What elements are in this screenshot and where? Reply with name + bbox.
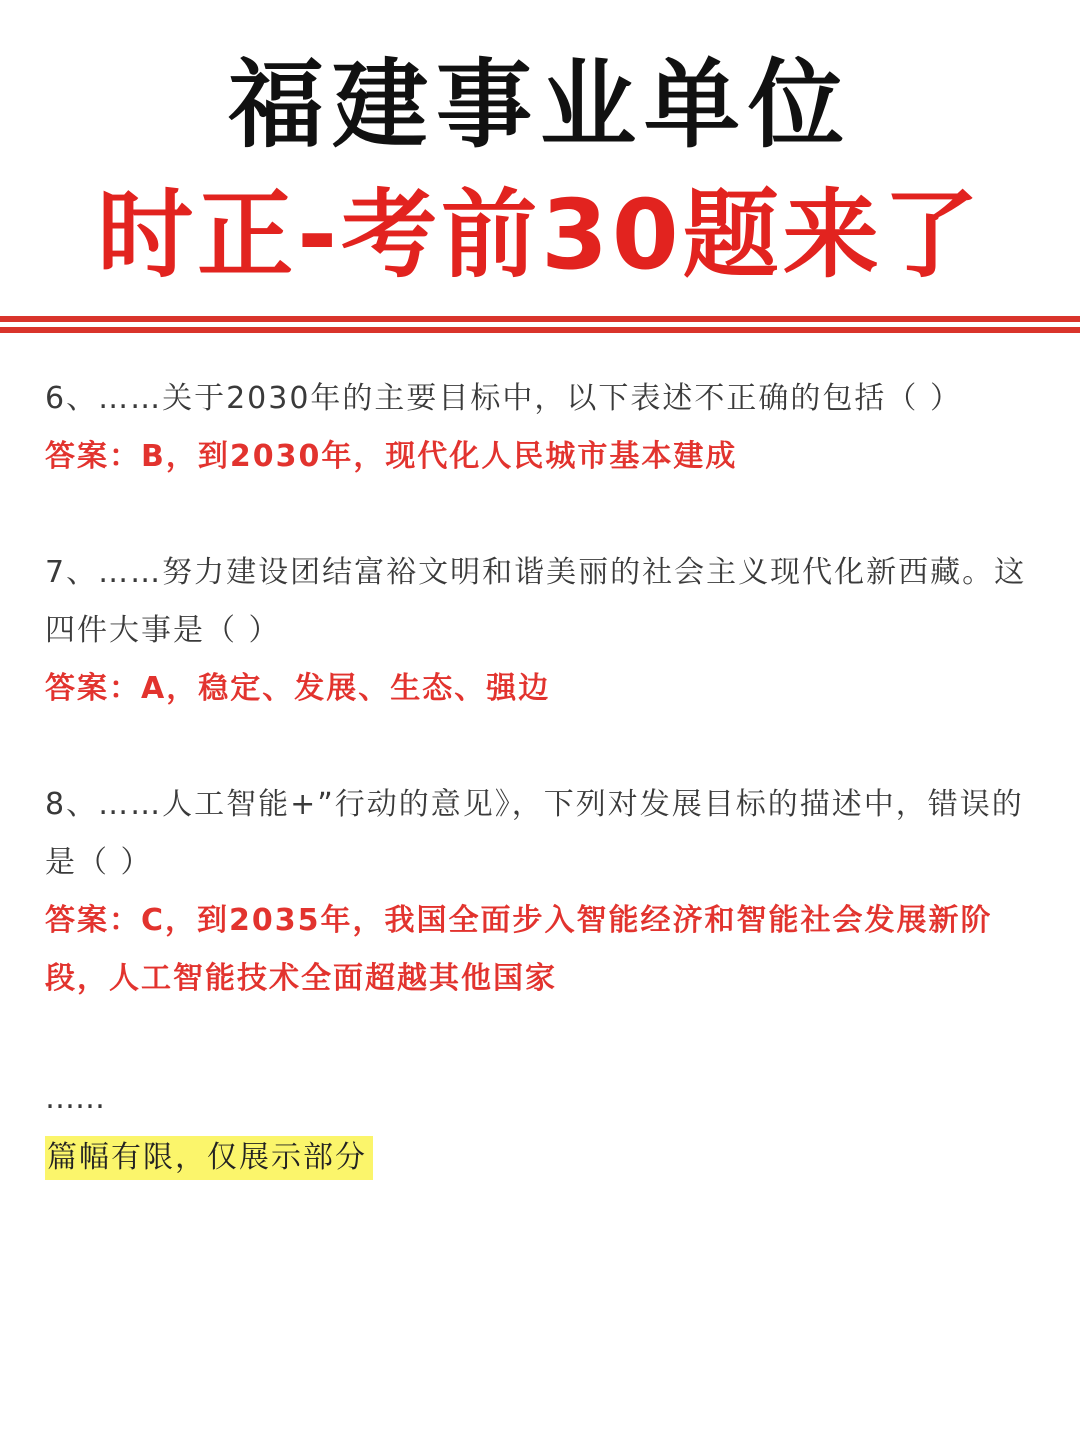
question-text: 8、……人工智能+”行动的意见》，下列对发展目标的描述中，错误的是（ ） <box>45 787 1024 880</box>
header-divider-top <box>0 316 1080 322</box>
header <box>0 0 1080 320</box>
page-subtitle: 时正-考前30题来了 <box>97 179 983 291</box>
page-title: 福建事业单位 <box>228 49 852 161</box>
answer-text: 答案：C，到2035年，我国全面步入智能经济和智能社会发展新阶段，人工智能技术全面超越其他国家 <box>45 903 993 996</box>
question-item-8 <box>45 776 1045 1008</box>
question-item-6 <box>45 370 1045 486</box>
question-list <box>45 370 1045 1180</box>
more-ellipsis: …… <box>45 1081 105 1116</box>
question-text: 7、……努力建设团结富裕文明和谐美丽的社会主义现代化新西藏。这四件大事是（ ） <box>45 555 1027 648</box>
answer-text: 答案：B，到2030年，现代化人民城市基本建成 <box>45 439 738 474</box>
header-divider-bottom <box>0 327 1080 333</box>
highlight-note: 篇幅有限，仅展示部分 <box>45 1136 373 1180</box>
answer-text: 答案：A，稳定、发展、生态、强边 <box>45 671 551 706</box>
question-item-7 <box>45 544 1045 718</box>
question-text: 6、……关于2030年的主要目标中，以下表述不正确的包括（ ） <box>45 381 962 416</box>
